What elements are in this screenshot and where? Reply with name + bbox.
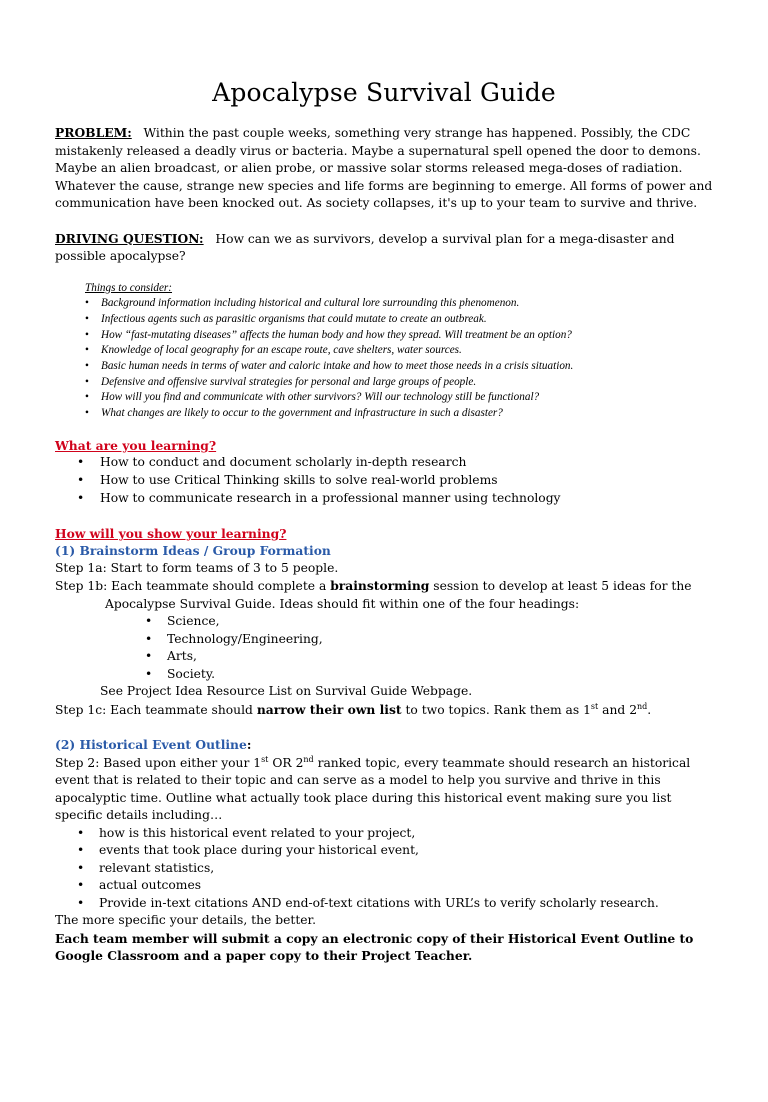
- step-1b-continuation: Apocalypse Survival Guide. Ideas should fit within one of the four headings:: [105, 596, 580, 611]
- step-1c-sup-2: nd: [637, 701, 648, 711]
- consider-item: • How will you find and communicate with other survivors? Will our technology still be functional?: [85, 390, 713, 406]
- step-2-text-b: OR 2: [268, 755, 304, 770]
- things-to-consider: [85, 281, 713, 422]
- problem-text: Within the past couple weeks, something very strange has happened. Possibly, the CDC mistakenly released a deadly virus or bacteria. Maybe a supernatural spell opened the door to demons. Maybe an alien broadcast, or alien probe, or massive solar storms released mega-doses of radiation. Whatever the cause, strange new species and life forms are beginning to emerge. All forms of power and communication have been knocked out. As society collapses, it's up to your team to survive and thrive.: [55, 126, 713, 210]
- things-to-consider-heading: Things to consider:: [85, 281, 173, 294]
- detail-item: • how is this historical event related to your project,: [77, 825, 713, 843]
- step-2-sup-1: st: [261, 754, 269, 764]
- brainstorm-section-heading: (1) Brainstorm Ideas / Group Formation: [55, 543, 331, 559]
- step-1c-text-b: to two topics. Rank them as 1: [401, 702, 591, 717]
- consider-item: • Defensive and offensive survival strategies for personal and large groups of people.: [85, 375, 713, 391]
- detail-item: • relevant statistics,: [77, 860, 713, 878]
- step-2-text-a: Step 2: Based upon either your 1: [55, 755, 262, 770]
- problem-label: PROBLEM:: [55, 125, 132, 140]
- submission-instructions: Each team member will submit a copy an electronic copy of their Historical Event Outline to Google Classroom and a paper copy to their Project Teacher.: [55, 930, 694, 964]
- specific-details-note: The more specific your details, the better.: [55, 913, 316, 928]
- driving-question-text: How can we as survivors, develop a survival plan for a mega-disaster and possible apocalypse?: [55, 231, 675, 263]
- consider-item: • How “fast-mutating diseases” affects the human body and how they spread. Will treatment be an option?: [85, 328, 713, 344]
- step-1a: Step 1a: Start to form teams of 3 to 5 people.: [55, 560, 339, 575]
- learning-list: [55, 454, 713, 508]
- step-1c-text-a: Step 1c: Each teammate should: [55, 702, 257, 717]
- heading-item: • Arts,: [145, 648, 713, 666]
- step-2-sup-2: nd: [303, 754, 314, 764]
- step-1b-text-b: session to develop at least 5 ideas for the: [429, 579, 692, 594]
- consider-item: • What changes are likely to occur to the government and infrastructure in such a disaster?: [85, 406, 713, 422]
- step-1c-sup-1: st: [590, 701, 599, 711]
- detail-item: • Provide in-text citations AND end-of-text citations with URL’s to verify scholarly research.: [77, 895, 713, 913]
- learning-item: • How to use Critical Thinking skills to solve real-world problems: [77, 472, 713, 490]
- step-1b-text-a: Step 1b: Each teammate should complete a: [55, 579, 331, 594]
- step-1c-text-c: and 2: [598, 702, 638, 717]
- show-learning-section: [55, 525, 713, 720]
- consider-item: • Infectious agents such as parasitic organisms that could mutate to create an outbreak.: [85, 312, 713, 328]
- step-2: [55, 755, 713, 825]
- heading-item: • Science,: [145, 613, 713, 631]
- historical-event-section: [55, 736, 713, 965]
- learning-item: • How to communicate research in a professional manner using technology: [77, 490, 713, 508]
- step-1c: [55, 701, 713, 720]
- problem-paragraph: [55, 124, 713, 213]
- step-1c-bold: narrow their own list: [256, 701, 402, 717]
- historical-heading-colon: :: [246, 737, 252, 753]
- document-page: [0, 78, 768, 965]
- show-learning-heading: How will you show your learning?: [55, 525, 287, 541]
- heading-item: • Technology/Engineering,: [145, 631, 713, 649]
- consider-list: [85, 296, 713, 422]
- driving-question-label: DRIVING QUESTION:: [55, 230, 204, 246]
- details-list: [55, 825, 713, 913]
- resource-list-note: See Project Idea Resource List on Survival Guide Webpage.: [100, 684, 473, 699]
- historical-heading: (2) Historical Event Outline: [55, 737, 247, 753]
- step-1c-text-d: .: [647, 702, 652, 717]
- consider-item: • Knowledge of local geography for an escape route, cave shelters, water sources.: [85, 343, 713, 359]
- historical-heading-line: [55, 736, 713, 755]
- step-1b: [55, 577, 713, 596]
- consider-item: • Basic human needs in terms of water and caloric intake and how to meet those needs in a crisis situation.: [85, 359, 713, 375]
- learning-heading: What are you learning?: [55, 437, 217, 453]
- consider-item: • Background information including historical and cultural lore surrounding this phenomenon.: [85, 296, 713, 312]
- heading-item: • Society.: [145, 666, 713, 684]
- detail-item: • events that took place during your historical event,: [77, 842, 713, 860]
- step-1b-bold: brainstorming: [330, 578, 430, 594]
- learning-section: [55, 437, 713, 508]
- driving-question-paragraph: [55, 230, 713, 266]
- detail-item: • actual outcomes: [77, 877, 713, 895]
- learning-item: • How to conduct and document scholarly in-depth research: [77, 454, 713, 472]
- page-title: Apocalypse Survival Guide: [212, 78, 556, 107]
- step-2-text-c: ranked topic, every teammate should research an historical event that is related to their topic and can serve as a model to help you survive and thrive in this apocalyptic time. Outline what actually took place during this historical event making sure you list specific details including…: [55, 755, 691, 823]
- headings-list: [55, 613, 713, 683]
